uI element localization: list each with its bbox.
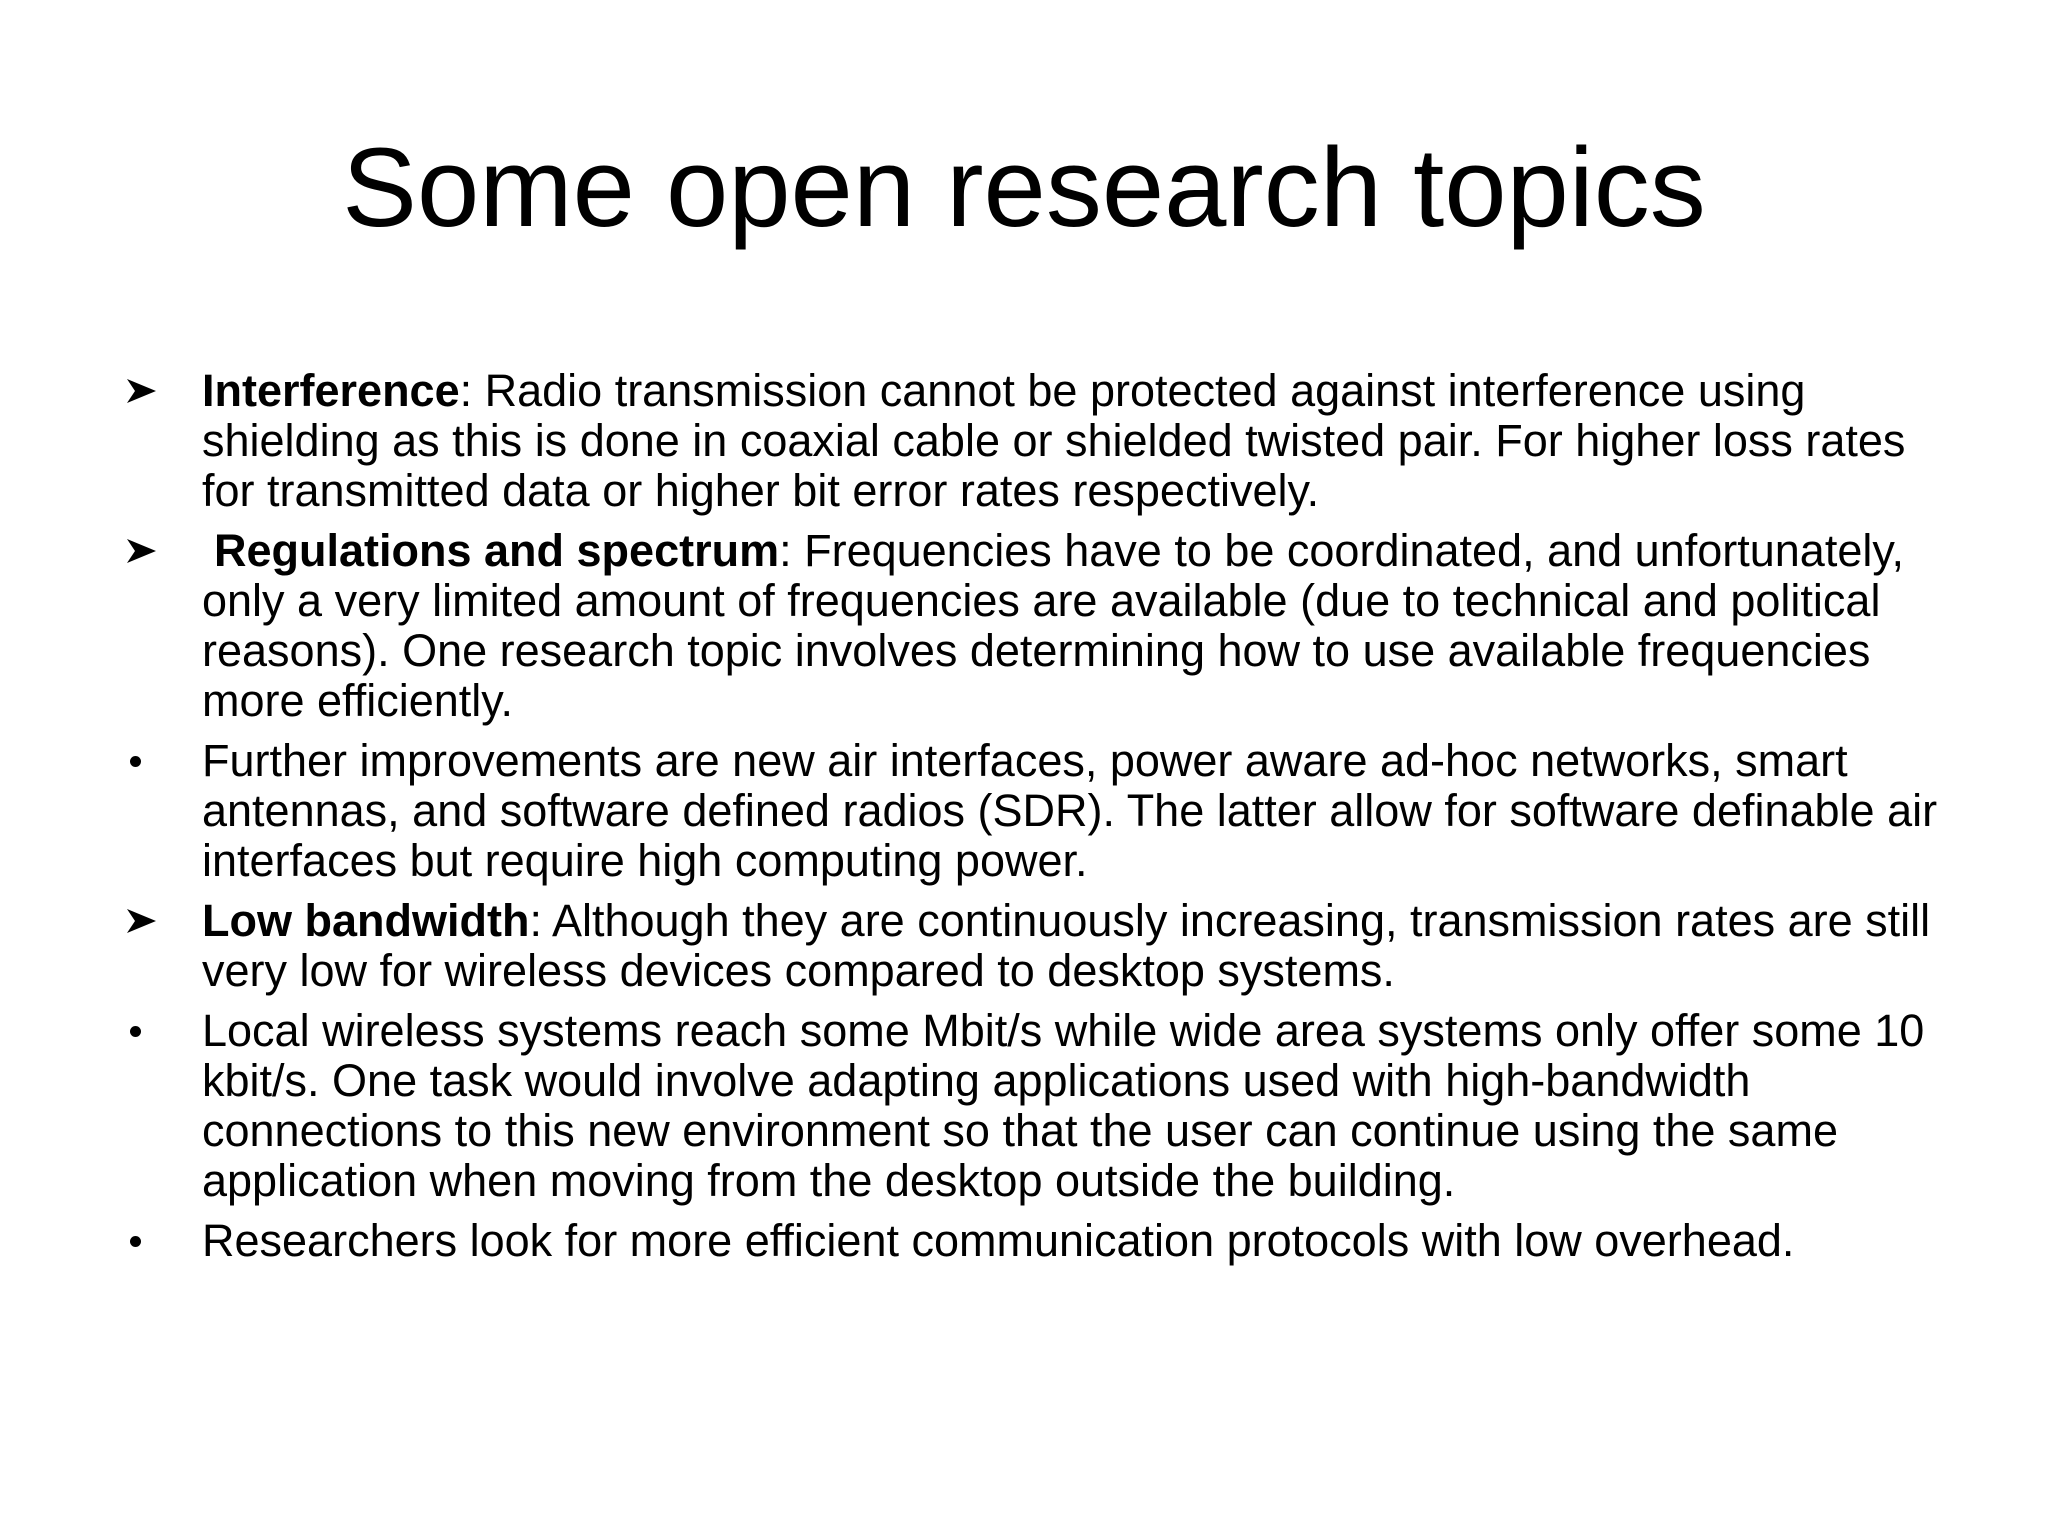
dot-bullet-icon bbox=[125, 1216, 175, 1266]
list-item-interference bbox=[125, 366, 1965, 516]
list-item-regulations bbox=[125, 526, 1965, 726]
slide-title: Some open research topics bbox=[342, 125, 1706, 250]
bullet-text: Researchers look for more efficient communication protocols with low overhead. bbox=[202, 1215, 1795, 1266]
bullet-text: Further improvements are new air interfaces, power aware ad-hoc networks, smart antennas, and software defined radios (SDR). The latter allow for software definable air interfaces but require high computing power. bbox=[202, 735, 1938, 886]
bullet-text: : Frequencies have to be coordinated, and unfortunately, only a very limited amount of frequencies are available (due to technical and political reasons). One research topic involves determining how to use available frequencies more efficiently. bbox=[202, 525, 1905, 726]
arrow-bullet-icon bbox=[125, 896, 175, 946]
dot-bullet-icon bbox=[125, 736, 175, 786]
dot-bullet-icon bbox=[125, 1006, 175, 1056]
arrow-bullet-icon bbox=[125, 366, 175, 416]
list-item-improvements bbox=[125, 736, 1965, 886]
bullet-term: Low bandwidth bbox=[202, 895, 530, 946]
arrow-bullet-icon bbox=[125, 526, 175, 576]
bullet-text: : Radio transmission cannot be protected against interference using shielding as this is done in coaxial cable or shielded twisted pair. For higher loss rates for transmitted data or higher bit error rates respectively. bbox=[202, 365, 1906, 516]
bullet-text: Local wireless systems reach some Mbit/s while wide area systems only offer some 10 kbit/s. One task would involve adapting applications used with high-bandwidth connections to this new environment so that the user can continue using the same application when moving from the desktop outside the building. bbox=[202, 1005, 1925, 1206]
list-item-low-bandwidth bbox=[125, 896, 1965, 996]
bullet-list bbox=[125, 366, 1965, 1276]
list-item-protocols bbox=[125, 1216, 1965, 1266]
list-item-local-wireless bbox=[125, 1006, 1965, 1206]
bullet-text: : Although they are continuously increasing, transmission rates are still very low for wireless devices compared to desktop systems. bbox=[202, 895, 1931, 996]
bullet-term: Interference bbox=[202, 365, 460, 416]
bullet-term: Regulations and spectrum bbox=[214, 525, 780, 576]
